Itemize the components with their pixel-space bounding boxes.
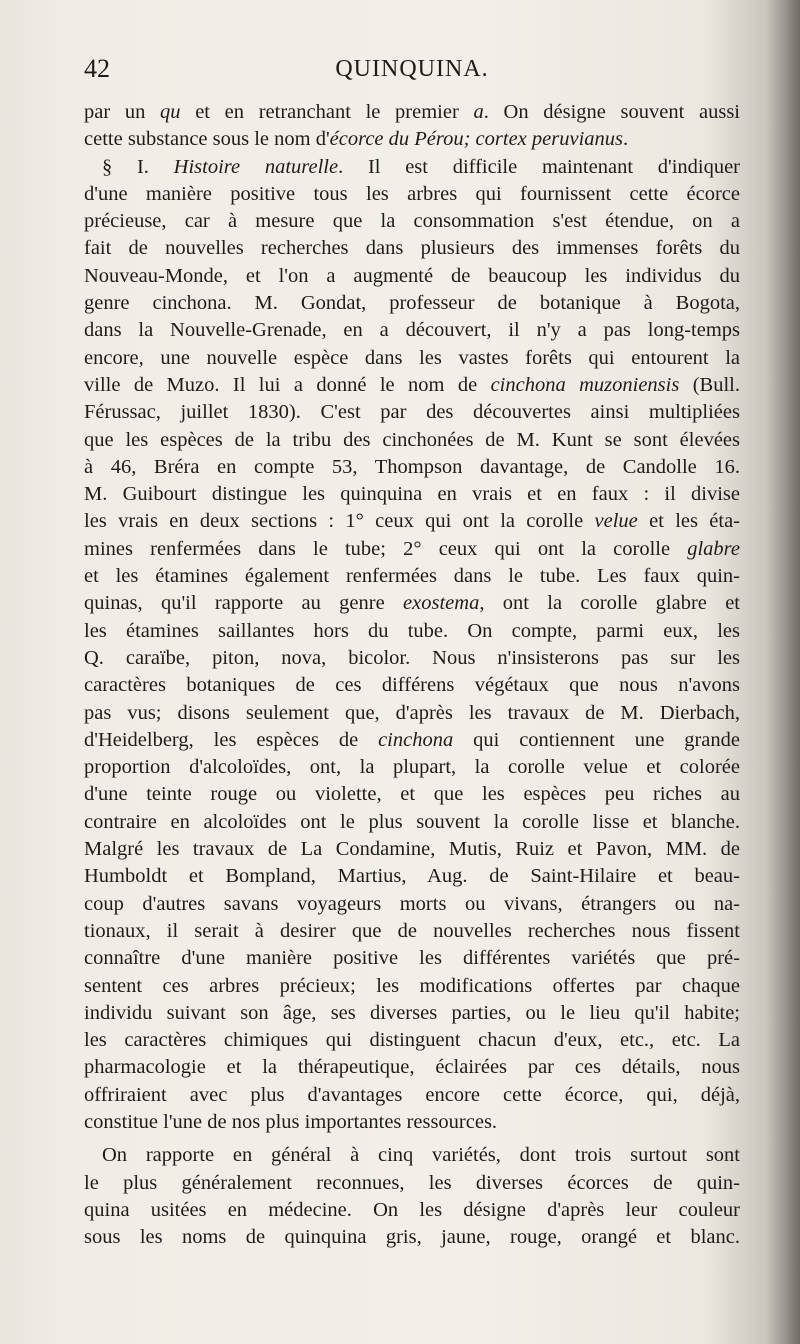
text-line [84, 945, 740, 972]
text-line [84, 126, 740, 153]
italic-text: écorce du Pérou; cortex peruvianus [329, 128, 624, 151]
text-run: connaître d'une manière positive les différentes variétés que pré- [84, 947, 740, 970]
italic-text: qu [160, 101, 181, 123]
text-run: genre cinchona. M. Gondat, professeur de botanique à Bogota, [84, 292, 740, 315]
text-run: quina usitées en médecine. On les désigne d'après leur couleur [84, 1198, 740, 1221]
text-line [84, 427, 740, 454]
text-line [84, 563, 740, 590]
text-line [84, 1170, 740, 1197]
text-run: par un [84, 101, 161, 123]
text-line [84, 345, 740, 372]
text-run: que les espèces de la tribu des cinchonées de M. Kunt se sont élevées [84, 428, 740, 451]
page-number: 42 [84, 54, 110, 83]
text-run: fait de nouvelles recherches dans plusieurs des immenses forêts du [84, 237, 740, 260]
text-run: et les éta- [637, 510, 740, 533]
text-run: sentent ces arbres précieux; les modifications offertes par chaque [84, 974, 740, 997]
text-run: M. Guibourt distingue les quinquina en vrais et en faux : il divise [84, 483, 740, 506]
text-line [84, 645, 740, 672]
text-run: précieuse, car à mesure que la consommation s'est étendue, on a [84, 210, 740, 233]
running-head: QUINQUINA. [335, 56, 489, 82]
body-text [84, 99, 740, 1251]
text-run: § I. [102, 155, 174, 178]
text-line [84, 154, 740, 181]
text-line [84, 973, 740, 1000]
text-line [84, 781, 740, 808]
text-line [84, 918, 740, 945]
text-run: d'une teinte rouge ou violette, et que les espèces peu riches au [84, 783, 740, 806]
italic-text: exostema [403, 592, 480, 615]
text-run: tionaux, il serait à desirer que de nouvelles recherches nous fissent [84, 919, 740, 942]
italic-text: Histoire naturelle [173, 155, 339, 178]
text-line [84, 181, 740, 208]
italic-text: cinchona muzoniensis [490, 373, 680, 396]
text-run: Férussac, juillet 1830). C'est par des découvertes ainsi multipliées [84, 401, 740, 424]
text-run: . Il est difficile maintenant d'indiquer [338, 155, 741, 178]
text-run: et les étamines également renfermées dans le tube. Les faux quin- [84, 565, 740, 588]
text-run: le plus généralement reconnues, les diverses écorces de quin- [84, 1171, 740, 1194]
text-line [84, 727, 740, 754]
text-run: d'Heidelberg, les espèces de [84, 728, 379, 751]
text-run: les vrais en deux sections : 1° ceux qui ont la corolle [84, 510, 595, 533]
text-run: ville de Muzo. Il lui a donné le nom de [84, 373, 491, 396]
italic-text: a [473, 101, 484, 123]
text-line [84, 1054, 740, 1081]
text-run: à 46, Bréra en compte 53, Thompson davantage, de Candolle 16. [84, 455, 740, 478]
text-line [84, 809, 740, 836]
text-line [84, 672, 740, 699]
text-run: d'une manière positive tous les arbres qui fournissent cette écorce [84, 182, 740, 205]
text-run: mines renfermées dans le tube; 2° ceux qui ont la corolle [84, 537, 688, 560]
text-line [84, 1027, 740, 1054]
text-run: caractères botaniques de ces différens végétaux que nous n'avons [84, 674, 740, 697]
text-run: offriraient avec plus d'avantages encore cette écorce, qui, déjà, [84, 1083, 740, 1106]
text-line [84, 1224, 740, 1251]
text-line [84, 1142, 740, 1169]
text-run: proportion d'alcoloïdes, ont, la plupart, la corolle velue et colorée [84, 756, 740, 779]
page-header [84, 52, 740, 92]
text-line [84, 700, 740, 727]
text-line [84, 1000, 740, 1027]
text-run: , ont la corolle glabre et [479, 592, 741, 615]
text-line [84, 399, 740, 426]
text-run: contraire en alcoloïdes ont le plus souvent la corolle lisse et blanche. [84, 810, 740, 833]
text-run: cette substance sous le nom d' [84, 128, 330, 151]
text-run: Malgré les travaux de La Condamine, Mutis, Ruiz et Pavon, MM. de [84, 838, 740, 861]
text-run: constitue l'une de nos plus importantes ressources. [84, 1110, 498, 1133]
text-run: quinas, qu'il rapporte au genre [84, 592, 404, 615]
text-run: les étamines saillantes hors du tube. On compte, parmi eux, les [84, 619, 740, 642]
text-line [84, 99, 740, 126]
text-run: individu suivant son âge, ses diverses parties, ou le lieu qu'il habite; [84, 1001, 740, 1024]
text-run: dans la Nouvelle-Grenade, en a découvert, il n'y a pas long-temps [84, 319, 740, 342]
text-line [84, 536, 740, 563]
text-line [84, 618, 740, 645]
text-run: . [623, 128, 629, 151]
text-line [84, 754, 740, 781]
text-run: Nouveau-Monde, et l'on a augmenté de beaucoup les individus du [84, 264, 740, 287]
text-run: et en retranchant le premier [180, 101, 474, 123]
text-line [84, 208, 740, 235]
text-line [84, 891, 740, 918]
text-line [84, 863, 740, 890]
text-line [84, 590, 740, 617]
text-run: coup d'autres savans voyageurs morts ou vivans, étrangers ou na- [84, 892, 740, 915]
text-line [84, 508, 740, 535]
text-line [84, 454, 740, 481]
page-edge-shadow [766, 0, 800, 1344]
text-run: sous les noms de quinquina gris, jaune, rouge, orangé et blanc. [84, 1226, 740, 1249]
text-line [84, 290, 740, 317]
text-run: pharmacologie et la thérapeutique, éclairées par ces détails, nous [84, 1056, 740, 1079]
text-line [84, 263, 740, 290]
text-line [84, 836, 740, 863]
text-run: pas vus; disons seulement que, d'après les travaux de M. Dierbach, [84, 701, 740, 724]
text-run: . On désigne souvent aussi [483, 101, 740, 123]
text-run: On rapporte en général à cinq variétés, dont trois surtout sont [102, 1144, 740, 1167]
text-line [84, 317, 740, 344]
text-line [84, 481, 740, 508]
italic-text: velue [594, 510, 638, 533]
text-line [84, 1082, 740, 1109]
text-run: (Bull. [679, 373, 740, 396]
text-run: encore, une nouvelle espèce dans les vastes forêts qui entourent la [84, 346, 740, 369]
text-line [84, 372, 740, 399]
text-run: les caractères chimiques qui distinguent chacun d'eux, etc., etc. La [84, 1029, 740, 1052]
text-line [84, 1109, 740, 1136]
text-run: Humboldt et Bompland, Martius, Aug. de Saint-Hilaire et beau- [84, 865, 740, 888]
text-run: qui contiennent une grande [453, 728, 740, 751]
text-run: Q. caraïbe, piton, nova, bicolor. Nous n'insisterons pas sur les [84, 646, 740, 669]
text-line [84, 1197, 740, 1224]
italic-text: cinchona [378, 728, 454, 751]
italic-text: glabre [687, 537, 740, 560]
text-line [84, 235, 740, 262]
